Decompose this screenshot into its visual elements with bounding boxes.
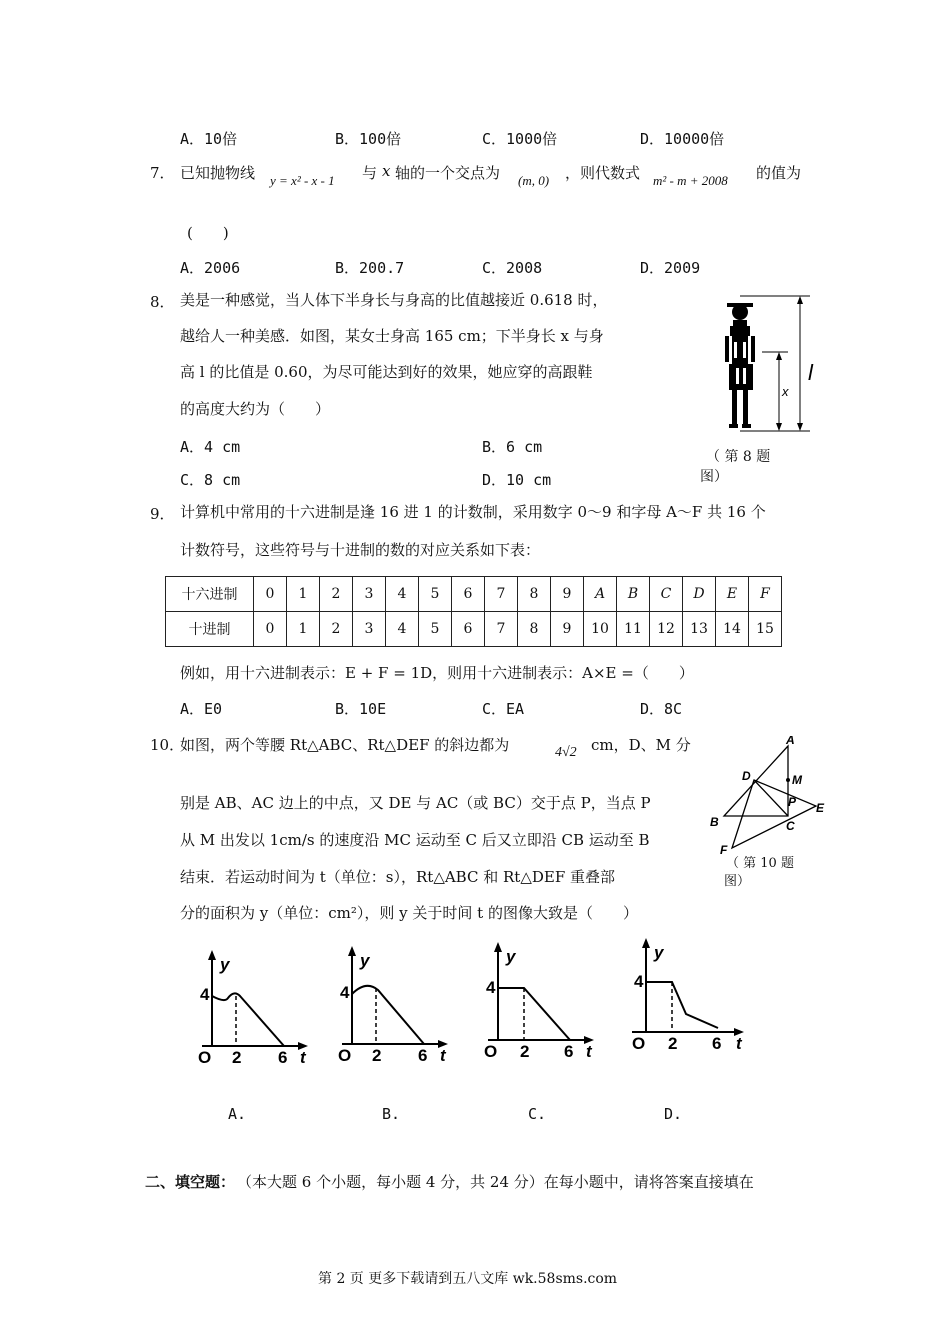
graph-y-label: y bbox=[360, 951, 370, 970]
q7-text-3: 轴的一个交点为 bbox=[395, 164, 501, 182]
table-header-hex: 十六进制 bbox=[166, 577, 254, 612]
table-cell: 2 bbox=[320, 577, 353, 612]
table-row bbox=[166, 577, 782, 612]
q8-figure-woman-height bbox=[712, 292, 822, 434]
q10-caption-1: （ 第 10 题 bbox=[726, 856, 794, 871]
graph-y-label: y bbox=[506, 947, 516, 966]
table-cell: 4 bbox=[386, 612, 419, 647]
q7-answer-paren: ( ) bbox=[187, 224, 229, 242]
q7-option-b: B．200.7 bbox=[335, 259, 405, 277]
q8-line-2: 越给人一种美感．如图，某女士身高 165 cm；下半身长 x 与身 bbox=[180, 327, 604, 345]
table-cell: 15 bbox=[749, 612, 782, 647]
fig-label-c: C bbox=[786, 819, 795, 833]
q8-number: 8． bbox=[150, 293, 175, 311]
q8-line-3: 高 l 的比值是 0.60，为尽可能达到好的效果，她应穿的高跟鞋 bbox=[180, 363, 593, 381]
page-footer: 第 2 页 更多下载请到五八文库 wk.58sms.com bbox=[318, 1271, 618, 1287]
q10-line-1b: cm，D、M 分 bbox=[591, 736, 691, 754]
table-cell: B bbox=[617, 577, 650, 612]
fig-label-e: E bbox=[816, 801, 825, 815]
graph-tick-6: 6 bbox=[278, 1048, 288, 1067]
q7-text-5: 的值为 bbox=[756, 164, 802, 182]
table-cell: 3 bbox=[353, 612, 386, 647]
table-cell: 11 bbox=[617, 612, 650, 647]
graph-option-d bbox=[626, 936, 750, 1056]
table-cell: 0 bbox=[254, 612, 287, 647]
fig-label-p: P bbox=[788, 795, 797, 809]
q9-option-b: B．10E bbox=[335, 700, 387, 718]
table-cell: 8 bbox=[518, 612, 551, 647]
table-cell: 14 bbox=[716, 612, 749, 647]
q6-option-d: D．10000倍 bbox=[640, 130, 725, 148]
q8-figure-l-label: l bbox=[808, 360, 813, 385]
table-cell: 0 bbox=[254, 577, 287, 612]
q10-figure-triangles bbox=[704, 736, 832, 856]
graph-y-label: y bbox=[654, 943, 664, 962]
q10-line-5: 分的面积为 y（单位：cm²），则 y 关于时间 t 的图像大致是（ ） bbox=[180, 904, 638, 922]
q10-line-1a: 如图，两个等腰 Rt△ABC、Rt△DEF 的斜边都为 bbox=[180, 736, 510, 754]
fig-label-b: B bbox=[710, 815, 719, 829]
table-cell: 13 bbox=[683, 612, 716, 647]
table-cell: D bbox=[683, 577, 716, 612]
q7-option-d: D．2009 bbox=[640, 259, 701, 277]
q8-caption-1: （ 第 8 题 bbox=[706, 449, 771, 465]
q8-line-1: 美是一种感觉，当人体下半身长与身高的比值越接近 0.618 时， bbox=[180, 291, 608, 309]
graph-option-label-d: D. bbox=[664, 1105, 683, 1123]
graph-tick-6: 6 bbox=[418, 1046, 428, 1064]
q7-option-a: A．2006 bbox=[180, 259, 241, 277]
table-cell: 7 bbox=[485, 612, 518, 647]
graph-origin-label: O bbox=[338, 1046, 352, 1064]
graph-t-label: t bbox=[586, 1042, 592, 1060]
q10-sqrt-value: 4√2 bbox=[555, 745, 577, 760]
section-2-title: 二、填空题： bbox=[145, 1173, 236, 1191]
q7-x-var: x bbox=[382, 162, 391, 180]
q8-option-c: C．8 cm bbox=[180, 471, 241, 489]
graph-option-b bbox=[332, 944, 454, 1064]
table-cell: 9 bbox=[551, 612, 584, 647]
table-cell: 6 bbox=[452, 612, 485, 647]
q6-option-c: C．1000倍 bbox=[482, 130, 558, 148]
table-header-decimal: 十进制 bbox=[166, 612, 254, 647]
table-cell: 1 bbox=[287, 612, 320, 647]
q7-text-4: ，则代数式 bbox=[565, 164, 641, 182]
q6-option-a: A．10倍 bbox=[180, 130, 238, 148]
table-cell: C bbox=[650, 577, 683, 612]
table-cell: 10 bbox=[584, 612, 617, 647]
q10-caption-2: 图） bbox=[724, 874, 751, 889]
table-cell: 6 bbox=[452, 577, 485, 612]
graph-tick-4: 4 bbox=[200, 985, 210, 1004]
q10-line-2: 别是 AB、AC 边上的中点，又 DE 与 AC（或 BC）交于点 P，当点 P bbox=[180, 794, 651, 812]
table-cell: 12 bbox=[650, 612, 683, 647]
fig-label-m: M bbox=[792, 773, 802, 787]
graph-t-label: t bbox=[736, 1034, 742, 1053]
graph-tick-2: 2 bbox=[232, 1048, 242, 1067]
q9-example: 例如，用十六进制表示：E + F = 1D，则用十六进制表示：A×E =（ ） bbox=[180, 664, 694, 682]
table-cell: 2 bbox=[320, 612, 353, 647]
graph-tick-4: 4 bbox=[634, 972, 644, 991]
graph-t-label: t bbox=[440, 1046, 446, 1064]
graph-option-a bbox=[192, 948, 314, 1068]
graph-tick-2: 2 bbox=[372, 1046, 382, 1064]
q9-option-d: D．8C bbox=[640, 700, 683, 718]
graph-origin-label: O bbox=[484, 1042, 498, 1060]
graph-option-label-b: B. bbox=[382, 1105, 401, 1123]
table-cell: 5 bbox=[419, 577, 452, 612]
table-cell: 4 bbox=[386, 577, 419, 612]
q8-option-a: A．4 cm bbox=[180, 438, 241, 456]
graph-option-c bbox=[478, 940, 600, 1060]
q7-text-1: 已知抛物线 bbox=[180, 164, 256, 182]
fig-label-d: D bbox=[742, 769, 751, 783]
table-cell: F bbox=[749, 577, 782, 612]
q7-option-c: C．2008 bbox=[482, 259, 543, 277]
graph-t-label: t bbox=[300, 1048, 306, 1067]
q9-option-a: A．E0 bbox=[180, 700, 223, 718]
q7-equation-2: m² - m + 2008 bbox=[653, 173, 728, 188]
graph-origin-label: O bbox=[198, 1048, 212, 1067]
q10-number: 10． bbox=[150, 736, 185, 754]
q7-text-2: 与 bbox=[362, 164, 378, 182]
graph-tick-4: 4 bbox=[340, 983, 350, 1002]
q7-equation-1: y = x² - x - 1 bbox=[270, 173, 335, 188]
table-cell: 7 bbox=[485, 577, 518, 612]
section-2-text: （本大题 6 个小题，每小题 4 分，共 24 分）在每小题中，请将答案直接填在 bbox=[237, 1173, 754, 1191]
graph-tick-2: 2 bbox=[668, 1034, 678, 1053]
graph-option-label-a: A. bbox=[228, 1105, 247, 1123]
q10-line-3: 从 M 出发以 1cm/s 的速度沿 MC 运动至 C 后又立即沿 CB 运动至 B bbox=[180, 831, 650, 849]
q7-number: 7． bbox=[150, 164, 175, 182]
hex-decimal-table bbox=[165, 576, 782, 647]
graph-tick-4: 4 bbox=[486, 978, 496, 997]
q9-line-2: 计数符号，这些符号与十进制的数的对应关系如下表： bbox=[180, 541, 541, 559]
table-cell: 9 bbox=[551, 577, 584, 612]
q7-point: (m, 0) bbox=[518, 173, 550, 188]
graph-option-label-c: C. bbox=[528, 1105, 547, 1123]
q8-option-d: D．10 cm bbox=[482, 471, 552, 489]
q8-line-4: 的高度大约为（ ） bbox=[180, 400, 331, 418]
table-cell: 5 bbox=[419, 612, 452, 647]
q9-line-1: 计算机中常用的十六进制是逢 16 进 1 的计数制，采用数字 0～9 和字母 A～F 共 16 个 bbox=[180, 503, 766, 521]
graph-tick-2: 2 bbox=[520, 1042, 530, 1060]
q10-line-4: 结束．若运动时间为 t（单位：s），Rt△ABC 和 Rt△DEF 重叠部 bbox=[180, 868, 616, 886]
fig-label-f: F bbox=[720, 843, 728, 856]
graph-tick-6: 6 bbox=[712, 1034, 722, 1053]
q8-figure-x-label: x bbox=[782, 384, 789, 399]
fig-label-a: A bbox=[786, 736, 795, 747]
q9-number: 9． bbox=[150, 505, 175, 523]
q6-option-b: B．100倍 bbox=[335, 130, 402, 148]
table-cell: 3 bbox=[353, 577, 386, 612]
q9-option-c: C．EA bbox=[482, 700, 525, 718]
table-row bbox=[166, 612, 782, 647]
q8-option-b: B．6 cm bbox=[482, 438, 543, 456]
table-cell: 1 bbox=[287, 577, 320, 612]
graph-tick-6: 6 bbox=[564, 1042, 574, 1060]
table-cell: E bbox=[716, 577, 749, 612]
graph-y-label: y bbox=[220, 955, 230, 974]
table-cell: 8 bbox=[518, 577, 551, 612]
graph-origin-label: O bbox=[632, 1034, 646, 1053]
table-cell: A bbox=[584, 577, 617, 612]
q8-caption-2: 图） bbox=[700, 469, 728, 485]
